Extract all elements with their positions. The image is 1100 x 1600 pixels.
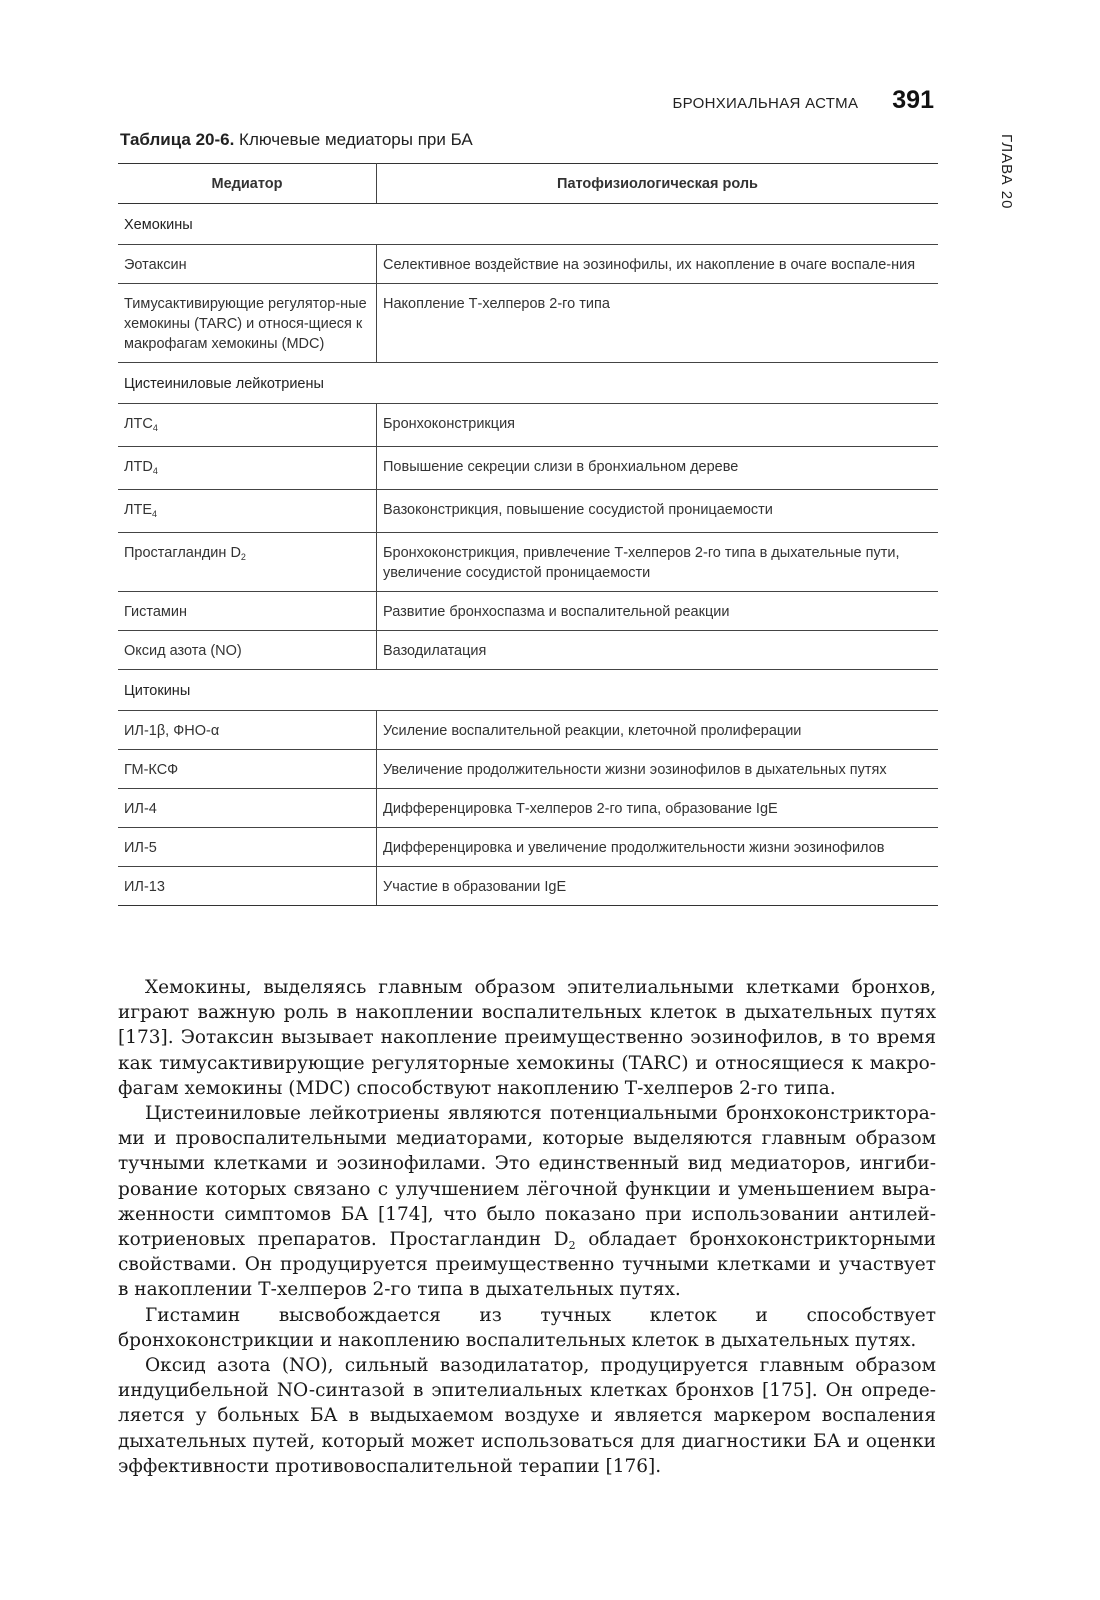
table-caption-text: Ключевые медиаторы при БА xyxy=(234,130,473,149)
mediator-cell xyxy=(118,789,377,828)
paragraph-histamine: Гистамин высвобождается из тучных клеток и способствует бронхоконстрикции и накоплению воспалительных клеток в дыхательных путях. xyxy=(118,1304,936,1351)
paragraph-leukotrienes-part2: обладает бронхоконстрикторными свойствами. Он продуцируется преимущественно тучными клетками и участвует в накоплении Т-хелперов 2-го типа в дыхательных путях. xyxy=(118,1229,936,1301)
mediator-subscript: 4 xyxy=(152,423,158,433)
mediator-cell xyxy=(118,447,377,490)
role-cell: Бронхоконстрикция, привлечение Т-хелперов 2-го типа в дыхательные пути, увеличение сосудистой проницаемости xyxy=(377,533,939,592)
mediator-cell xyxy=(118,867,377,906)
role-cell: Усиление воспалительной реакции, клеточной пролиферации xyxy=(377,711,939,750)
mediator-cell xyxy=(118,284,377,363)
mediator-subscript: 4 xyxy=(152,509,158,519)
mediator-subscript: 2 xyxy=(240,552,246,562)
mediator-subscript: 4 xyxy=(152,466,158,476)
mediator-cell xyxy=(118,533,377,592)
table-row xyxy=(118,447,938,490)
table-group-title: Цистеиниловые лейкотриены xyxy=(118,363,938,404)
table-row xyxy=(118,789,938,828)
table-row xyxy=(118,245,938,284)
table-caption xyxy=(120,130,473,150)
mediator-cell xyxy=(118,490,377,533)
table-group-row xyxy=(118,363,938,404)
role-cell: Повышение секреции слизи в бронхиальном дереве xyxy=(377,447,939,490)
role-cell: Накопление Т-хелперов 2-го типа xyxy=(377,284,939,363)
paragraph-chemokines: Хемокины, выделяясь главным образом эпителиальными клетками бронхов, играют важную роль в накоплении воспалительных клеток в дыхательных путях [173]. Эотаксин вызывает накопление преимущественно эозинофилов, в то время как тимусактивирующие регуляторные хемокины (TARC) и относящиеся к макро-фагам хемокины (MDC) способствуют накоплению Т-хелперов 2-го типа. xyxy=(118,977,936,1099)
mediator-name: ИЛ-13 xyxy=(124,879,165,895)
mediator-name: Простагландин D xyxy=(124,545,241,561)
paragraph-leukotrienes-part1: Цистеиниловые лейкотриены являются потенциальными бронхоконстриктора-ми и провоспалительными медиаторами, которые выделяются главным образом тучными клетками и эозинофилами. Это единственный вид медиаторов, ингиби-рование которых связано с улучшением лёгочной функции и уменьшением выра-женности симптомов БА [174], что было показано при использовании антилей-котриеновых препаратов. Простагландин D xyxy=(118,1103,936,1251)
mediator-name: Оксид азота (NO) xyxy=(124,643,242,659)
chapter-tab: ГЛАВА 20 xyxy=(998,134,1015,210)
table-row xyxy=(118,750,938,789)
table-header-row xyxy=(118,164,938,204)
mediator-cell xyxy=(118,631,377,670)
mediator-name: ЛТD xyxy=(124,459,153,475)
table-row xyxy=(118,867,938,906)
table-row xyxy=(118,631,938,670)
table-body xyxy=(118,204,938,906)
role-cell: Вазоконстрикция, повышение сосудистой проницаемости xyxy=(377,490,939,533)
column-header-role: Патофизиологическая роль xyxy=(377,164,939,204)
mediator-cell xyxy=(118,750,377,789)
mediator-name: ЛТС xyxy=(124,416,153,432)
mediator-cell xyxy=(118,245,377,284)
subscript: 2 xyxy=(568,1239,576,1253)
mediators-table xyxy=(118,163,938,906)
running-head xyxy=(673,86,934,115)
role-cell: Развитие бронхоспазма и воспалительной реакции xyxy=(377,592,939,631)
table-group-row xyxy=(118,670,938,711)
paragraph-leukotrienes xyxy=(118,1101,936,1303)
role-cell: Участие в образовании IgE xyxy=(377,867,939,906)
mediator-cell xyxy=(118,711,377,750)
table-group-row xyxy=(118,204,938,245)
table-caption-label: Таблица 20-6. xyxy=(120,130,235,149)
role-cell: Вазодилатация xyxy=(377,631,939,670)
mediator-name: ГМ-КСФ xyxy=(124,762,179,778)
table-group-title: Цитокины xyxy=(118,670,938,711)
table-row xyxy=(118,828,938,867)
body-text xyxy=(118,975,936,1479)
mediator-cell xyxy=(118,828,377,867)
table-row xyxy=(118,592,938,631)
mediator-name: Тимусактивирующие регулятор-ные хемокины (TARC) и относя-щиеся к макрофагам хемокины (MDC) xyxy=(124,296,367,352)
table-row xyxy=(118,711,938,750)
mediator-name: Гистамин xyxy=(124,604,188,620)
table-row xyxy=(118,404,938,447)
mediator-name: ИЛ-4 xyxy=(124,801,157,817)
running-title: БРОНХИАЛЬНАЯ АСТМА xyxy=(672,95,859,112)
mediator-name: Эотаксин xyxy=(124,257,187,273)
mediator-name: ИЛ-1β, ФНО-α xyxy=(124,723,220,739)
mediator-cell xyxy=(118,404,377,447)
role-cell: Увеличение продолжительности жизни эозинофилов в дыхательных путях xyxy=(377,750,939,789)
table-row xyxy=(118,533,938,592)
mediator-name: ЛТЕ xyxy=(124,502,153,518)
role-cell: Селективное воздействие на эозинофилы, их накопление в очаге воспале-ния xyxy=(377,245,939,284)
mediator-cell xyxy=(118,592,377,631)
column-header-mediator: Медиатор xyxy=(118,164,377,204)
page-number: 391 xyxy=(892,86,934,114)
role-cell: Дифференцировка Т-хелперов 2-го типа, образование IgE xyxy=(377,789,939,828)
role-cell: Дифференцировка и увеличение продолжительности жизни эозинофилов xyxy=(377,828,939,867)
paragraph-nitric-oxide: Оксид азота (NO), сильный вазодилататор, продуцируется главным образом индуцибельной NO-синтазой в эпителиальных клетках бронхов [175]. Он опреде-ляется у больных БА в выдыхаемом воздухе и является маркером воспаления дыхательных путей, который может использоваться для диагностики БА и оценки эффективности противовоспалительной терапии [176]. xyxy=(118,1355,936,1477)
mediator-name: ИЛ-5 xyxy=(124,840,157,856)
table-group-title: Хемокины xyxy=(118,204,938,245)
table-row xyxy=(118,490,938,533)
table-row xyxy=(118,284,938,363)
role-cell: Бронхоконстрикция xyxy=(377,404,939,447)
